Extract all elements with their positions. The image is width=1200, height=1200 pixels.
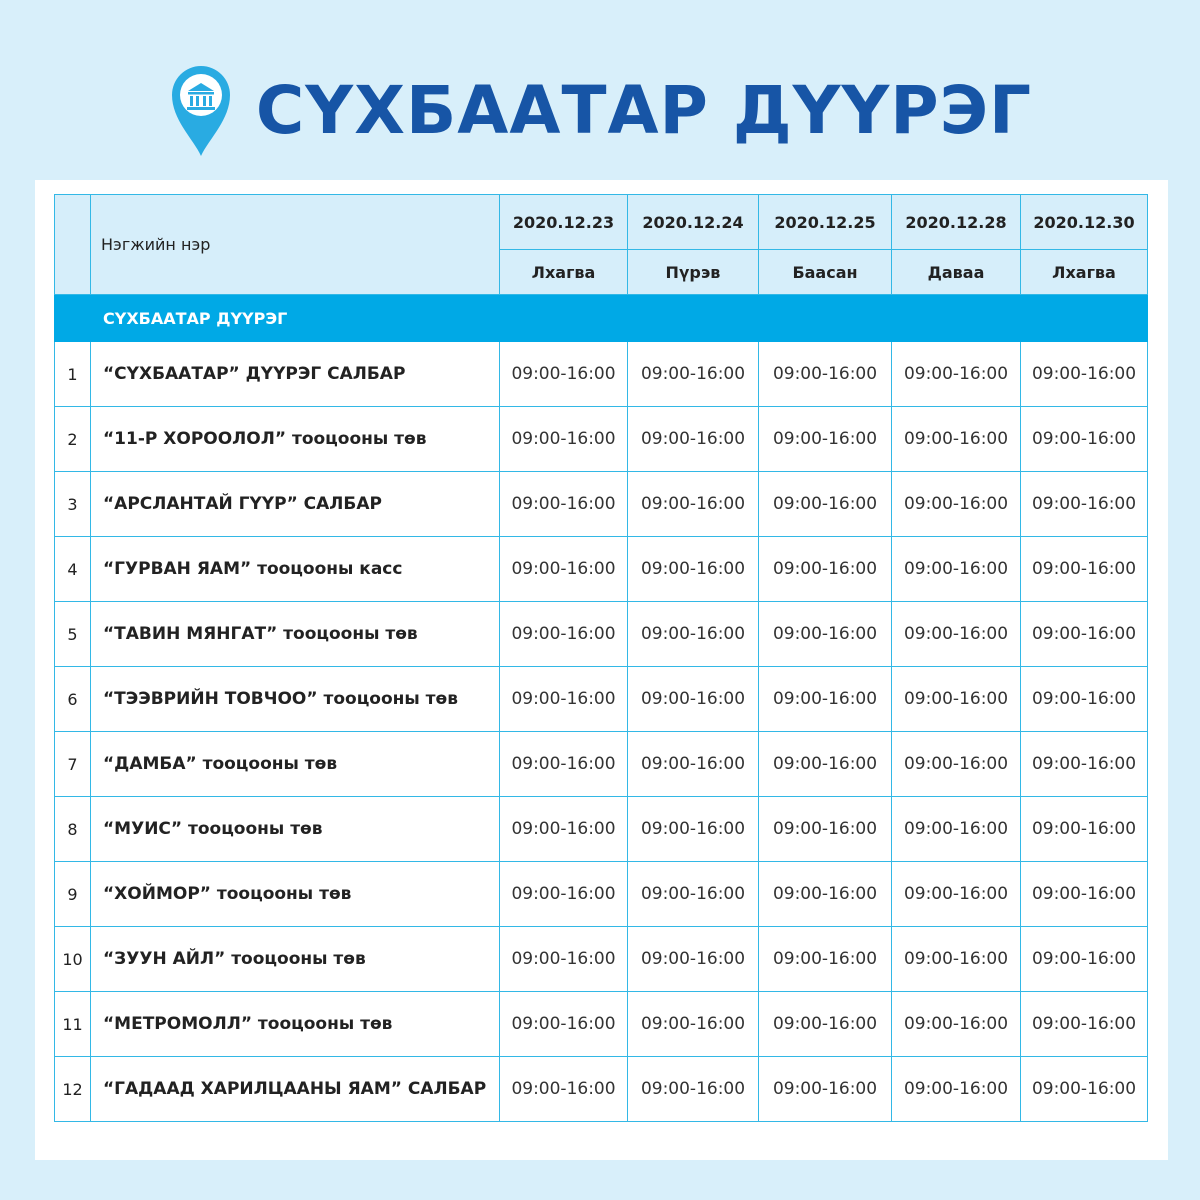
table-row <box>55 472 1148 537</box>
hours-cell: 09:00-16:00 <box>759 992 892 1057</box>
hours-cell: 09:00-16:00 <box>892 537 1021 602</box>
page-title: СҮХБААТАР ДҮҮРЭГ <box>255 71 1033 149</box>
row-number: 4 <box>55 537 91 602</box>
hours-cell: 09:00-16:00 <box>892 862 1021 927</box>
hours-cell: 09:00-16:00 <box>759 602 892 667</box>
day-header: Баасан <box>759 250 892 295</box>
bank-location-pin-icon <box>168 62 234 158</box>
hours-cell: 09:00-16:00 <box>1021 992 1148 1057</box>
table-row <box>55 602 1148 667</box>
table-row <box>55 407 1148 472</box>
hours-cell: 09:00-16:00 <box>500 992 628 1057</box>
hours-cell: 09:00-16:00 <box>759 667 892 732</box>
hours-cell: 09:00-16:00 <box>500 927 628 992</box>
number-header <box>55 195 91 295</box>
hours-cell: 09:00-16:00 <box>628 1057 759 1122</box>
hours-cell: 09:00-16:00 <box>759 472 892 537</box>
hours-cell: 09:00-16:00 <box>892 472 1021 537</box>
branch-name: “АРСЛАНТАЙ ГҮҮР” САЛБАР <box>91 472 500 537</box>
hours-cell: 09:00-16:00 <box>500 472 628 537</box>
branch-name: “ЗУУН АЙЛ” тооцооны төв <box>91 927 500 992</box>
branch-name: “ТЭЭВРИЙН ТОВЧОО” тооцооны төв <box>91 667 500 732</box>
hours-cell: 09:00-16:00 <box>759 537 892 602</box>
hours-cell: 09:00-16:00 <box>892 342 1021 407</box>
hours-cell: 09:00-16:00 <box>628 992 759 1057</box>
table-row <box>55 797 1148 862</box>
date-header: 2020.12.30 <box>1021 195 1148 250</box>
date-header: 2020.12.24 <box>628 195 759 250</box>
row-number: 9 <box>55 862 91 927</box>
branch-name: “11-Р ХОРООЛОЛ” тооцооны төв <box>91 407 500 472</box>
table-row <box>55 537 1148 602</box>
branch-name: “ГУРВАН ЯАМ” тооцооны касс <box>91 537 500 602</box>
hours-cell: 09:00-16:00 <box>500 862 628 927</box>
hours-cell: 09:00-16:00 <box>628 602 759 667</box>
row-number: 8 <box>55 797 91 862</box>
date-header: 2020.12.25 <box>759 195 892 250</box>
hours-cell: 09:00-16:00 <box>759 342 892 407</box>
hours-cell: 09:00-16:00 <box>892 927 1021 992</box>
day-header: Лхагва <box>1021 250 1148 295</box>
hours-cell: 09:00-16:00 <box>1021 667 1148 732</box>
hours-cell: 09:00-16:00 <box>500 732 628 797</box>
schedule-table <box>54 194 1148 1122</box>
table-row <box>55 732 1148 797</box>
name-header: Нэгжийн нэр <box>91 195 500 295</box>
hours-cell: 09:00-16:00 <box>759 407 892 472</box>
hours-cell: 09:00-16:00 <box>759 797 892 862</box>
hours-cell: 09:00-16:00 <box>1021 1057 1148 1122</box>
section-row <box>55 295 1148 342</box>
hours-cell: 09:00-16:00 <box>1021 537 1148 602</box>
date-header-row <box>55 195 1148 250</box>
table-row <box>55 927 1148 992</box>
branch-name: “МУИС” тооцооны төв <box>91 797 500 862</box>
hours-cell: 09:00-16:00 <box>628 862 759 927</box>
row-number: 10 <box>55 927 91 992</box>
hours-cell: 09:00-16:00 <box>1021 342 1148 407</box>
hours-cell: 09:00-16:00 <box>1021 797 1148 862</box>
page-header <box>0 60 1200 160</box>
hours-cell: 09:00-16:00 <box>628 797 759 862</box>
hours-cell: 09:00-16:00 <box>628 537 759 602</box>
hours-cell: 09:00-16:00 <box>500 1057 628 1122</box>
hours-cell: 09:00-16:00 <box>500 602 628 667</box>
schedule-card <box>35 180 1168 1160</box>
branch-name: “МЕТРОМОЛЛ” тооцооны төв <box>91 992 500 1057</box>
hours-cell: 09:00-16:00 <box>628 342 759 407</box>
hours-cell: 09:00-16:00 <box>628 667 759 732</box>
hours-cell: 09:00-16:00 <box>628 407 759 472</box>
table-row <box>55 667 1148 732</box>
row-number: 5 <box>55 602 91 667</box>
table-row <box>55 1057 1148 1122</box>
date-header: 2020.12.28 <box>892 195 1021 250</box>
hours-cell: 09:00-16:00 <box>1021 732 1148 797</box>
hours-cell: 09:00-16:00 <box>892 992 1021 1057</box>
branch-name: “ХОЙМОР” тооцооны төв <box>91 862 500 927</box>
row-number: 7 <box>55 732 91 797</box>
hours-cell: 09:00-16:00 <box>1021 602 1148 667</box>
hours-cell: 09:00-16:00 <box>759 927 892 992</box>
table-row <box>55 992 1148 1057</box>
hours-cell: 09:00-16:00 <box>1021 407 1148 472</box>
day-header: Даваа <box>892 250 1021 295</box>
hours-cell: 09:00-16:00 <box>759 862 892 927</box>
hours-cell: 09:00-16:00 <box>892 797 1021 862</box>
hours-cell: 09:00-16:00 <box>892 732 1021 797</box>
branch-name: “ТАВИН МЯНГАТ” тооцооны төв <box>91 602 500 667</box>
section-spacer <box>55 295 91 342</box>
hours-cell: 09:00-16:00 <box>500 667 628 732</box>
hours-cell: 09:00-16:00 <box>628 927 759 992</box>
branch-name: “ГАДААД ХАРИЛЦААНЫ ЯАМ” САЛБАР <box>91 1057 500 1122</box>
branch-name: “ДАМБА” тооцооны төв <box>91 732 500 797</box>
hours-cell: 09:00-16:00 <box>1021 927 1148 992</box>
hours-cell: 09:00-16:00 <box>892 407 1021 472</box>
hours-cell: 09:00-16:00 <box>759 1057 892 1122</box>
hours-cell: 09:00-16:00 <box>628 732 759 797</box>
day-header: Лхагва <box>500 250 628 295</box>
table-row <box>55 342 1148 407</box>
hours-cell: 09:00-16:00 <box>759 732 892 797</box>
hours-cell: 09:00-16:00 <box>892 667 1021 732</box>
branch-name: “СҮХБААТАР” ДҮҮРЭГ САЛБАР <box>91 342 500 407</box>
table-row <box>55 862 1148 927</box>
table-body <box>55 342 1148 1122</box>
hours-cell: 09:00-16:00 <box>1021 472 1148 537</box>
row-number: 2 <box>55 407 91 472</box>
hours-cell: 09:00-16:00 <box>500 537 628 602</box>
hours-cell: 09:00-16:00 <box>892 1057 1021 1122</box>
hours-cell: 09:00-16:00 <box>628 472 759 537</box>
hours-cell: 09:00-16:00 <box>500 342 628 407</box>
hours-cell: 09:00-16:00 <box>1021 862 1148 927</box>
row-number: 3 <box>55 472 91 537</box>
row-number: 6 <box>55 667 91 732</box>
hours-cell: 09:00-16:00 <box>500 407 628 472</box>
hours-cell: 09:00-16:00 <box>892 602 1021 667</box>
day-header: Пүрэв <box>628 250 759 295</box>
row-number: 11 <box>55 992 91 1057</box>
date-header: 2020.12.23 <box>500 195 628 250</box>
section-title: СҮХБААТАР ДҮҮРЭГ <box>91 295 1148 342</box>
row-number: 12 <box>55 1057 91 1122</box>
row-number: 1 <box>55 342 91 407</box>
hours-cell: 09:00-16:00 <box>500 797 628 862</box>
